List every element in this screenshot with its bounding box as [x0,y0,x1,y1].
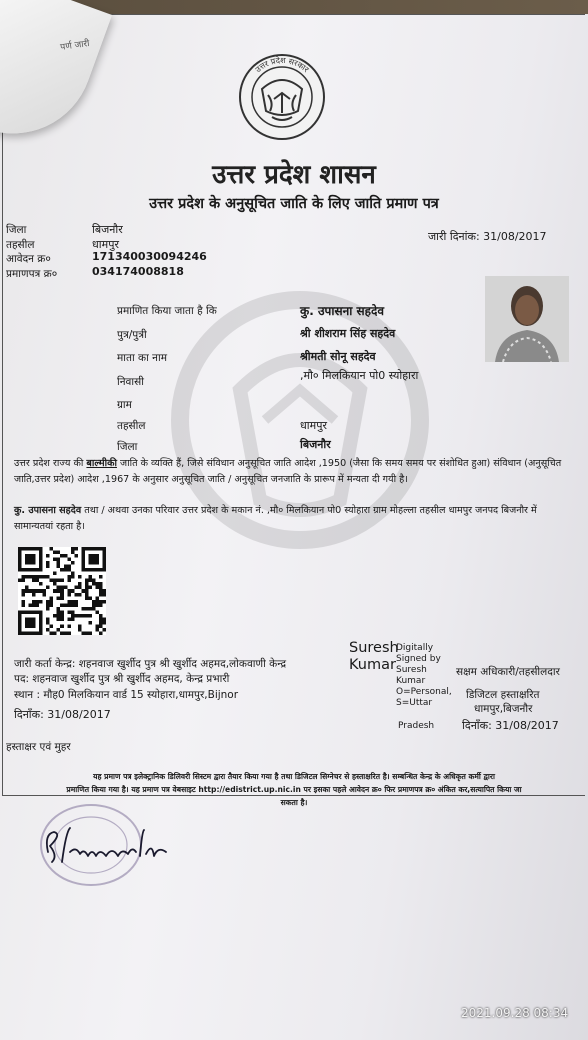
detail-label: जिला [117,441,138,453]
signature-seal-label: हस्ताक्षर एवं मुहर [6,741,71,753]
detail-value-father: श्री शीशराम सिंह सहदेव [300,327,396,340]
caste-name: बाल्मीकी [86,458,117,469]
detail-label: पुत्र/पुत्री [117,329,147,341]
authority-designation: सक्षम अधिकारी/तहसीलदार [456,666,560,678]
issuer-location: स्थान : मौह0 मिलकियान वार्ड 15 स्योहारा,धामपुर,Bijnor [14,689,239,701]
tehsil-label: तहसील [6,239,35,251]
detail-value-name: कु. उपासना सहदेव [300,304,385,318]
issue-date: जारी दिनांक: 31/08/2017 [428,230,547,243]
page-title: उत्तर प्रदेश शासन [212,160,376,190]
certificate-label: प्रमाणपत्र क्र० [6,268,58,280]
detail-label: निवासी [117,376,144,388]
detail-value-mother: श्रीमती सोनू सहदेव [300,350,376,363]
digital-signature-details: Digitally Signed by Suresh Kumar O=Personal, S=Uttar Pradesh [396,643,452,731]
detail-label: माता का नाम [117,352,167,364]
residence-statement: कु. उपासना सहदेव तथा / अथवा उनका परिवार उत्तर प्रदेश के मकान नं. ,मौ० मिलकियान पो0 स्योहारा ग्राम मोहल्ला तहसील धामपुर जनपद बिजनौर में सामान्यतयां रहता है। [14,505,537,532]
applicant-photo [485,276,569,362]
corner-note: पर्ण जारी [59,38,91,53]
certificate-number: 034174008818 [92,265,184,278]
authority-digital-signed: डिजिटल हस्ताक्षरित [466,689,540,701]
authority-location: धामपुर,बिजनौर [474,703,533,715]
up-govt-emblem [238,53,326,141]
application-number: 171340030094246 [92,250,207,263]
handwritten-signature [40,812,190,872]
photo-timestamp: 2021.09.28 08:34 [461,1006,569,1020]
applicant-name: कु. उपासना सहदेव [14,505,82,516]
application-label: आवेदन क्र० [6,253,51,265]
issuer-date: दिनाँक: 31/08/2017 [14,708,111,721]
tehsil-value: धामपुर [92,238,119,251]
detail-value-tehsil: धामपुर [300,419,327,432]
qr-code [18,547,106,635]
detail-label: तहसील [117,420,146,432]
footer-note: यह प्रमाण पत्र इलेक्ट्रानिक डिलिवरी सिस्टम द्वारा तैयार किया गया है तथा डिजिटल सिग्नेचर से हस्ताक्षरित है। सम्बन्धित केन्द्र के अधिकृत कर्मी द्वारा प्रमाणित किया गया है। यह प्रमाण पत्र वेबसाइट http://edistrict.up.nic.in पर इसका पहले आवेदन क्र० फिर प्रमाणपत्र क्र० अंकित कर,सत्यापित किया जा सकता है। [66,772,522,807]
district-label: जिला [6,224,27,236]
certificate-subtitle: उत्तर प्रदेश के अनुसूचित जाति के लिए जाति प्रमाण पत्र [149,196,439,212]
district-value: बिजनौर [92,223,123,236]
detail-label: ग्राम [117,399,132,411]
authority-date: दिनाँक: 31/08/2017 [462,719,559,732]
caste-statement: उत्तर प्रदेश राज्य की बाल्मीकी जाति के व्यक्ति हैं, जिसे संविधान अनुसूचित जाति आदेश ,1950 (जैसा कि समय समय पर संशोधित हुआ) संविधान (अनुसूचित जाति,उत्तर प्रदेश) आदेश ,1967 के अनुसार अनुसूचित जाति / अनुसूचित जनजाति के प्रारूप में मन्यता दी गयी है। [14,458,562,485]
detail-value-address: ,मौ० मिलकियान पो0 स्योहारा [300,369,419,382]
emblem-text: उत्तर प्रदेश सरकार [253,55,311,75]
detail-value-district: बिजनौर [300,438,331,451]
issuer-center: जारी कर्ता केन्द्र: शहनवाज खुर्शीद पुत्र श्री खुर्शीद अहमद,लोकवाणी केन्द्र [14,658,287,670]
detail-label: प्रमाणित किया जाता है कि [117,305,217,317]
digital-signer-name: Suresh Kumar [349,640,399,673]
issuer-designation: पद: शहनवाज खुर्शीद पुत्र श्री खुर्शीद अहमद, केन्द्र प्रभारी [14,673,230,685]
